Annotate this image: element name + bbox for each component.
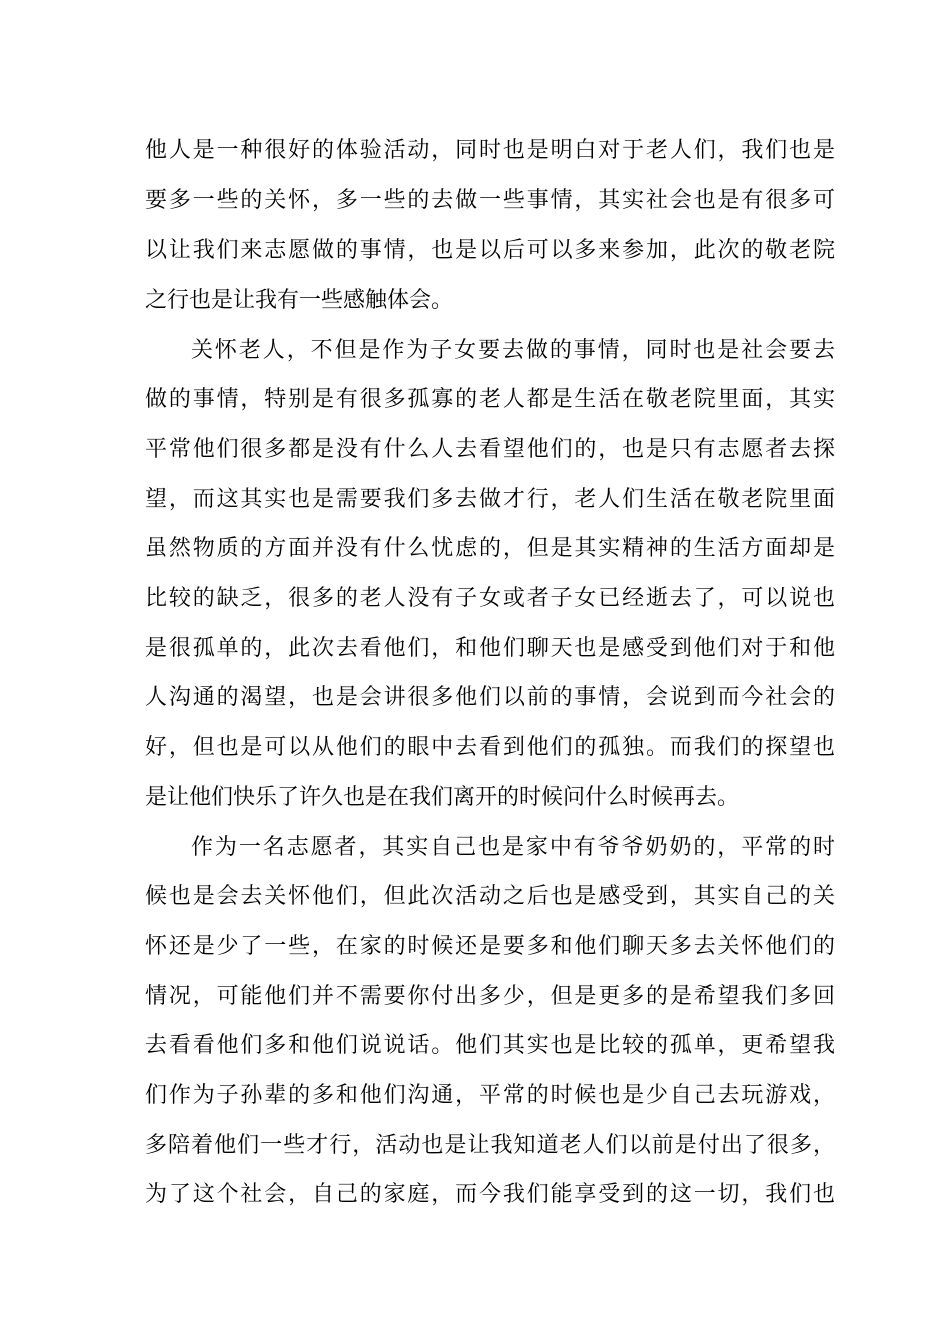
paragraph-3-line-4: 情况，可能他们并不需要你付出多少，但是更多的是希望我们多回 — [145, 984, 835, 1009]
paragraph-3-line-5: 去看看他们多和他们说说话。他们其实也是比较的孤单，更希望我 — [145, 1033, 835, 1058]
paragraph-2-line-10: 是让他们快乐了许久也是在我们离开的时候问什么时候再去。 — [145, 785, 740, 810]
paragraph-3-line-2: 候也是会去关怀他们，但此次活动之后也是感受到，其实自己的关 — [145, 884, 835, 909]
paragraph-1-line-3: 以让我们来志愿做的事情，也是以后可以多来参加，此次的敬老院 — [145, 238, 835, 263]
paragraph-3-line-3: 怀还是少了一些，在家的时候还是要多和他们聊天多去关怀他们的 — [145, 934, 835, 959]
paragraph-2-line-3: 平常他们很多都是没有什么人去看望他们的，也是只有志愿者去探 — [145, 437, 835, 462]
paragraph-2-line-6: 比较的缺乏，很多的老人没有子女或者子女已经逝去了，可以说也 — [145, 586, 835, 611]
paragraph-3-line-1: 作为一名志愿者，其实自己也是家中有爷爷奶奶的，平常的时 — [191, 835, 835, 860]
paragraph-1-line-1: 他人是一种很好的体验活动，同时也是明白对于老人们，我们也是 — [145, 138, 835, 163]
paragraph-3-line-7: 多陪着他们一些才行，活动也是让我知道老人们以前是付出了很多， — [145, 1133, 835, 1158]
paragraph-1-line-4: 之行也是让我有一些感触体会。 — [145, 288, 454, 313]
paragraph-3-line-6: 们作为子孙辈的多和他们沟通，平常的时候也是少自己去玩游戏， — [145, 1083, 835, 1108]
paragraph-2-line-4: 望，而这其实也是需要我们多去做才行，老人们生活在敬老院里面 — [145, 487, 835, 512]
paragraph-2-line-1: 关怀老人，不但是作为子女要去做的事情，同时也是社会要去 — [191, 338, 835, 363]
paragraph-2-line-9: 好，但也是可以从他们的眼中去看到他们的孤独。而我们的探望也 — [145, 735, 835, 760]
paragraph-2-line-2: 做的事情，特别是有很多孤寡的老人都是生活在敬老院里面，其实 — [145, 387, 835, 412]
paragraph-2-line-8: 人沟通的渴望，也是会讲很多他们以前的事情，会说到而今社会的 — [145, 685, 835, 710]
paragraph-3-line-8: 为了这个社会，自己的家庭，而今我们能享受到的这一切，我们也 — [145, 1182, 835, 1207]
paragraph-2-line-7: 是很孤单的，此次去看他们，和他们聊天也是感受到他们对于和他 — [145, 636, 835, 661]
paragraph-2-line-5: 虽然物质的方面并没有什么忧虑的，但是其实精神的生活方面却是 — [145, 536, 835, 561]
paragraph-1-line-2: 要多一些的关怀，多一些的去做一些事情，其实社会也是有很多可 — [145, 188, 835, 213]
